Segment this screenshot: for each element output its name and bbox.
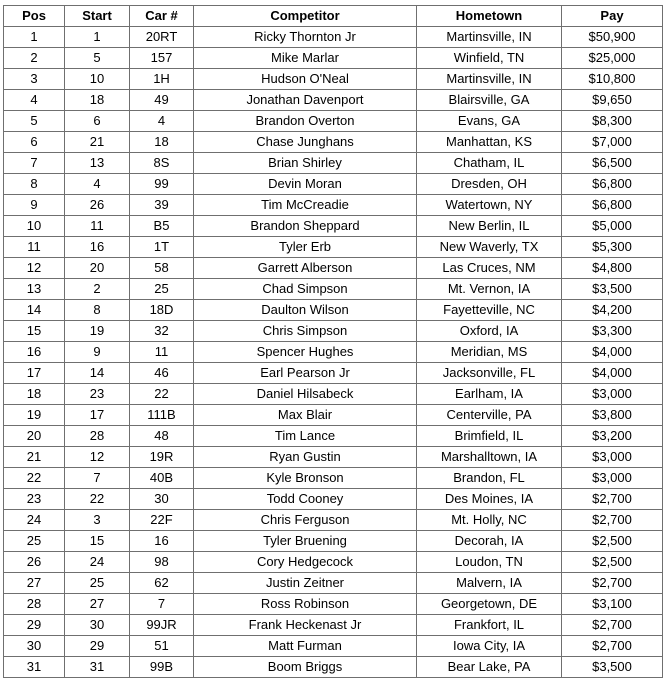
cell-car-number: 111B bbox=[130, 405, 194, 426]
cell-start: 2 bbox=[65, 279, 130, 300]
cell-pos: 28 bbox=[4, 594, 65, 615]
cell-car-number: 99 bbox=[130, 174, 194, 195]
cell-pay: $2,700 bbox=[562, 573, 663, 594]
cell-pos: 27 bbox=[4, 573, 65, 594]
table-row bbox=[4, 636, 663, 657]
cell-competitor: Brandon Sheppard bbox=[194, 216, 417, 237]
cell-start: 20 bbox=[65, 258, 130, 279]
cell-competitor: Justin Zeitner bbox=[194, 573, 417, 594]
cell-competitor: Spencer Hughes bbox=[194, 342, 417, 363]
table-row bbox=[4, 594, 663, 615]
cell-pos: 30 bbox=[4, 636, 65, 657]
cell-competitor: Daulton Wilson bbox=[194, 300, 417, 321]
cell-start: 7 bbox=[65, 468, 130, 489]
cell-hometown: Chatham, IL bbox=[417, 153, 562, 174]
table-row bbox=[4, 300, 663, 321]
table-row bbox=[4, 27, 663, 48]
cell-hometown: Winfield, TN bbox=[417, 48, 562, 69]
cell-car-number: B5 bbox=[130, 216, 194, 237]
cell-pay: $4,200 bbox=[562, 300, 663, 321]
cell-car-number: 48 bbox=[130, 426, 194, 447]
cell-hometown: Frankfort, IL bbox=[417, 615, 562, 636]
cell-hometown: Loudon, TN bbox=[417, 552, 562, 573]
cell-car-number: 99JR bbox=[130, 615, 194, 636]
cell-pos: 15 bbox=[4, 321, 65, 342]
cell-hometown: Brandon, FL bbox=[417, 468, 562, 489]
cell-hometown: Marshalltown, IA bbox=[417, 447, 562, 468]
cell-competitor: Brandon Overton bbox=[194, 111, 417, 132]
cell-pay: $9,650 bbox=[562, 90, 663, 111]
cell-start: 16 bbox=[65, 237, 130, 258]
table-row bbox=[4, 132, 663, 153]
cell-car-number: 32 bbox=[130, 321, 194, 342]
cell-car-number: 11 bbox=[130, 342, 194, 363]
cell-pos: 18 bbox=[4, 384, 65, 405]
cell-pos: 9 bbox=[4, 195, 65, 216]
cell-start: 4 bbox=[65, 174, 130, 195]
cell-competitor: Ross Robinson bbox=[194, 594, 417, 615]
cell-start: 23 bbox=[65, 384, 130, 405]
cell-hometown: Fayetteville, NC bbox=[417, 300, 562, 321]
cell-pay: $3,000 bbox=[562, 447, 663, 468]
table-row bbox=[4, 342, 663, 363]
cell-pos: 22 bbox=[4, 468, 65, 489]
cell-hometown: Oxford, IA bbox=[417, 321, 562, 342]
table-row bbox=[4, 90, 663, 111]
cell-competitor: Ryan Gustin bbox=[194, 447, 417, 468]
cell-pay: $2,700 bbox=[562, 615, 663, 636]
cell-pos: 3 bbox=[4, 69, 65, 90]
cell-pay: $3,800 bbox=[562, 405, 663, 426]
table-row bbox=[4, 216, 663, 237]
cell-car-number: 16 bbox=[130, 531, 194, 552]
cell-pos: 16 bbox=[4, 342, 65, 363]
cell-car-number: 49 bbox=[130, 90, 194, 111]
table-row bbox=[4, 321, 663, 342]
cell-car-number: 46 bbox=[130, 363, 194, 384]
table-row bbox=[4, 195, 663, 216]
cell-car-number: 99B bbox=[130, 657, 194, 678]
cell-competitor: Tyler Erb bbox=[194, 237, 417, 258]
cell-pay: $3,500 bbox=[562, 657, 663, 678]
cell-car-number: 18 bbox=[130, 132, 194, 153]
cell-hometown: Iowa City, IA bbox=[417, 636, 562, 657]
cell-car-number: 19R bbox=[130, 447, 194, 468]
cell-competitor: Ricky Thornton Jr bbox=[194, 27, 417, 48]
cell-pay: $7,000 bbox=[562, 132, 663, 153]
cell-competitor: Garrett Alberson bbox=[194, 258, 417, 279]
cell-hometown: Blairsville, GA bbox=[417, 90, 562, 111]
cell-competitor: Chris Simpson bbox=[194, 321, 417, 342]
cell-car-number: 22F bbox=[130, 510, 194, 531]
cell-pos: 13 bbox=[4, 279, 65, 300]
cell-competitor: Kyle Bronson bbox=[194, 468, 417, 489]
table-row bbox=[4, 552, 663, 573]
cell-pos: 14 bbox=[4, 300, 65, 321]
cell-pay: $10,800 bbox=[562, 69, 663, 90]
cell-competitor: Brian Shirley bbox=[194, 153, 417, 174]
cell-hometown: Earlham, IA bbox=[417, 384, 562, 405]
cell-competitor: Matt Furman bbox=[194, 636, 417, 657]
table-row bbox=[4, 48, 663, 69]
cell-pay: $2,700 bbox=[562, 489, 663, 510]
cell-competitor: Earl Pearson Jr bbox=[194, 363, 417, 384]
cell-competitor: Chad Simpson bbox=[194, 279, 417, 300]
cell-competitor: Tim McCreadie bbox=[194, 195, 417, 216]
cell-competitor: Jonathan Davenport bbox=[194, 90, 417, 111]
cell-start: 26 bbox=[65, 195, 130, 216]
table-row bbox=[4, 174, 663, 195]
cell-hometown: Malvern, IA bbox=[417, 573, 562, 594]
cell-hometown: Mt. Holly, NC bbox=[417, 510, 562, 531]
cell-hometown: Jacksonville, FL bbox=[417, 363, 562, 384]
table-row bbox=[4, 258, 663, 279]
cell-pay: $6,800 bbox=[562, 195, 663, 216]
cell-hometown: Meridian, MS bbox=[417, 342, 562, 363]
cell-start: 28 bbox=[65, 426, 130, 447]
cell-hometown: New Berlin, IL bbox=[417, 216, 562, 237]
cell-start: 17 bbox=[65, 405, 130, 426]
table-row bbox=[4, 531, 663, 552]
cell-hometown: Bear Lake, PA bbox=[417, 657, 562, 678]
header-row bbox=[4, 6, 663, 27]
table-row bbox=[4, 510, 663, 531]
cell-competitor: Chris Ferguson bbox=[194, 510, 417, 531]
cell-start: 9 bbox=[65, 342, 130, 363]
cell-pay: $3,300 bbox=[562, 321, 663, 342]
cell-pos: 19 bbox=[4, 405, 65, 426]
cell-pay: $3,000 bbox=[562, 384, 663, 405]
cell-pay: $4,800 bbox=[562, 258, 663, 279]
table-row bbox=[4, 447, 663, 468]
table-row bbox=[4, 363, 663, 384]
table-row bbox=[4, 573, 663, 594]
header-car-number: Car # bbox=[130, 6, 194, 27]
cell-car-number: 30 bbox=[130, 489, 194, 510]
table-row bbox=[4, 615, 663, 636]
table-row bbox=[4, 153, 663, 174]
cell-pay: $3,100 bbox=[562, 594, 663, 615]
cell-competitor: Cory Hedgecock bbox=[194, 552, 417, 573]
cell-start: 11 bbox=[65, 216, 130, 237]
cell-start: 6 bbox=[65, 111, 130, 132]
cell-hometown: Brimfield, IL bbox=[417, 426, 562, 447]
cell-pos: 26 bbox=[4, 552, 65, 573]
cell-pay: $4,000 bbox=[562, 363, 663, 384]
cell-pos: 25 bbox=[4, 531, 65, 552]
table-row bbox=[4, 69, 663, 90]
cell-start: 31 bbox=[65, 657, 130, 678]
cell-car-number: 22 bbox=[130, 384, 194, 405]
cell-pay: $50,900 bbox=[562, 27, 663, 48]
cell-competitor: Boom Briggs bbox=[194, 657, 417, 678]
cell-pay: $3,500 bbox=[562, 279, 663, 300]
cell-start: 8 bbox=[65, 300, 130, 321]
cell-hometown: Manhattan, KS bbox=[417, 132, 562, 153]
cell-pay: $3,000 bbox=[562, 468, 663, 489]
cell-pos: 12 bbox=[4, 258, 65, 279]
cell-start: 22 bbox=[65, 489, 130, 510]
cell-car-number: 51 bbox=[130, 636, 194, 657]
cell-pos: 31 bbox=[4, 657, 65, 678]
cell-car-number: 98 bbox=[130, 552, 194, 573]
cell-car-number: 1T bbox=[130, 237, 194, 258]
cell-pay: $2,500 bbox=[562, 531, 663, 552]
cell-start: 12 bbox=[65, 447, 130, 468]
cell-pay: $5,000 bbox=[562, 216, 663, 237]
cell-pos: 11 bbox=[4, 237, 65, 258]
table-row bbox=[4, 237, 663, 258]
cell-start: 21 bbox=[65, 132, 130, 153]
cell-car-number: 1H bbox=[130, 69, 194, 90]
cell-hometown: Martinsville, IN bbox=[417, 27, 562, 48]
cell-car-number: 4 bbox=[130, 111, 194, 132]
cell-hometown: Decorah, IA bbox=[417, 531, 562, 552]
cell-pos: 5 bbox=[4, 111, 65, 132]
cell-competitor: Hudson O'Neal bbox=[194, 69, 417, 90]
results-table bbox=[3, 5, 663, 678]
cell-start: 14 bbox=[65, 363, 130, 384]
header-hometown: Hometown bbox=[417, 6, 562, 27]
cell-pos: 20 bbox=[4, 426, 65, 447]
cell-pos: 7 bbox=[4, 153, 65, 174]
cell-pos: 1 bbox=[4, 27, 65, 48]
cell-start: 19 bbox=[65, 321, 130, 342]
cell-pay: $4,000 bbox=[562, 342, 663, 363]
header-pay: Pay bbox=[562, 6, 663, 27]
cell-competitor: Max Blair bbox=[194, 405, 417, 426]
cell-competitor: Daniel Hilsabeck bbox=[194, 384, 417, 405]
cell-pay: $2,500 bbox=[562, 552, 663, 573]
header-competitor: Competitor bbox=[194, 6, 417, 27]
results-body bbox=[4, 27, 663, 678]
cell-start: 5 bbox=[65, 48, 130, 69]
cell-car-number: 25 bbox=[130, 279, 194, 300]
table-row bbox=[4, 405, 663, 426]
cell-pos: 4 bbox=[4, 90, 65, 111]
cell-competitor: Frank Heckenast Jr bbox=[194, 615, 417, 636]
cell-competitor: Todd Cooney bbox=[194, 489, 417, 510]
cell-pay: $25,000 bbox=[562, 48, 663, 69]
cell-hometown: Evans, GA bbox=[417, 111, 562, 132]
table-row bbox=[4, 111, 663, 132]
cell-pos: 6 bbox=[4, 132, 65, 153]
cell-car-number: 58 bbox=[130, 258, 194, 279]
cell-car-number: 18D bbox=[130, 300, 194, 321]
cell-hometown: New Waverly, TX bbox=[417, 237, 562, 258]
cell-pay: $6,500 bbox=[562, 153, 663, 174]
cell-competitor: Tim Lance bbox=[194, 426, 417, 447]
cell-pos: 10 bbox=[4, 216, 65, 237]
cell-pos: 29 bbox=[4, 615, 65, 636]
cell-start: 18 bbox=[65, 90, 130, 111]
cell-start: 10 bbox=[65, 69, 130, 90]
table-row bbox=[4, 279, 663, 300]
cell-hometown: Watertown, NY bbox=[417, 195, 562, 216]
cell-car-number: 20RT bbox=[130, 27, 194, 48]
cell-pos: 8 bbox=[4, 174, 65, 195]
table-row bbox=[4, 657, 663, 678]
cell-hometown: Martinsville, IN bbox=[417, 69, 562, 90]
cell-competitor: Mike Marlar bbox=[194, 48, 417, 69]
cell-pos: 24 bbox=[4, 510, 65, 531]
cell-pay: $8,300 bbox=[562, 111, 663, 132]
cell-pos: 21 bbox=[4, 447, 65, 468]
cell-car-number: 7 bbox=[130, 594, 194, 615]
cell-pay: $5,300 bbox=[562, 237, 663, 258]
cell-start: 30 bbox=[65, 615, 130, 636]
cell-start: 1 bbox=[65, 27, 130, 48]
cell-car-number: 8S bbox=[130, 153, 194, 174]
cell-pos: 2 bbox=[4, 48, 65, 69]
cell-pay: $6,800 bbox=[562, 174, 663, 195]
cell-pos: 17 bbox=[4, 363, 65, 384]
cell-pay: $3,200 bbox=[562, 426, 663, 447]
cell-pay: $2,700 bbox=[562, 636, 663, 657]
cell-hometown: Des Moines, IA bbox=[417, 489, 562, 510]
cell-start: 3 bbox=[65, 510, 130, 531]
cell-hometown: Las Cruces, NM bbox=[417, 258, 562, 279]
cell-car-number: 157 bbox=[130, 48, 194, 69]
cell-start: 13 bbox=[65, 153, 130, 174]
table-row bbox=[4, 489, 663, 510]
table-row bbox=[4, 426, 663, 447]
cell-start: 25 bbox=[65, 573, 130, 594]
cell-pay: $2,700 bbox=[562, 510, 663, 531]
cell-competitor: Devin Moran bbox=[194, 174, 417, 195]
cell-start: 24 bbox=[65, 552, 130, 573]
header-start: Start bbox=[65, 6, 130, 27]
cell-start: 29 bbox=[65, 636, 130, 657]
cell-hometown: Centerville, PA bbox=[417, 405, 562, 426]
cell-competitor: Tyler Bruening bbox=[194, 531, 417, 552]
cell-competitor: Chase Junghans bbox=[194, 132, 417, 153]
cell-hometown: Mt. Vernon, IA bbox=[417, 279, 562, 300]
cell-car-number: 40B bbox=[130, 468, 194, 489]
cell-hometown: Georgetown, DE bbox=[417, 594, 562, 615]
table-row bbox=[4, 384, 663, 405]
cell-car-number: 39 bbox=[130, 195, 194, 216]
cell-hometown: Dresden, OH bbox=[417, 174, 562, 195]
cell-car-number: 62 bbox=[130, 573, 194, 594]
header-pos: Pos bbox=[4, 6, 65, 27]
cell-pos: 23 bbox=[4, 489, 65, 510]
cell-start: 15 bbox=[65, 531, 130, 552]
table-row bbox=[4, 468, 663, 489]
cell-start: 27 bbox=[65, 594, 130, 615]
